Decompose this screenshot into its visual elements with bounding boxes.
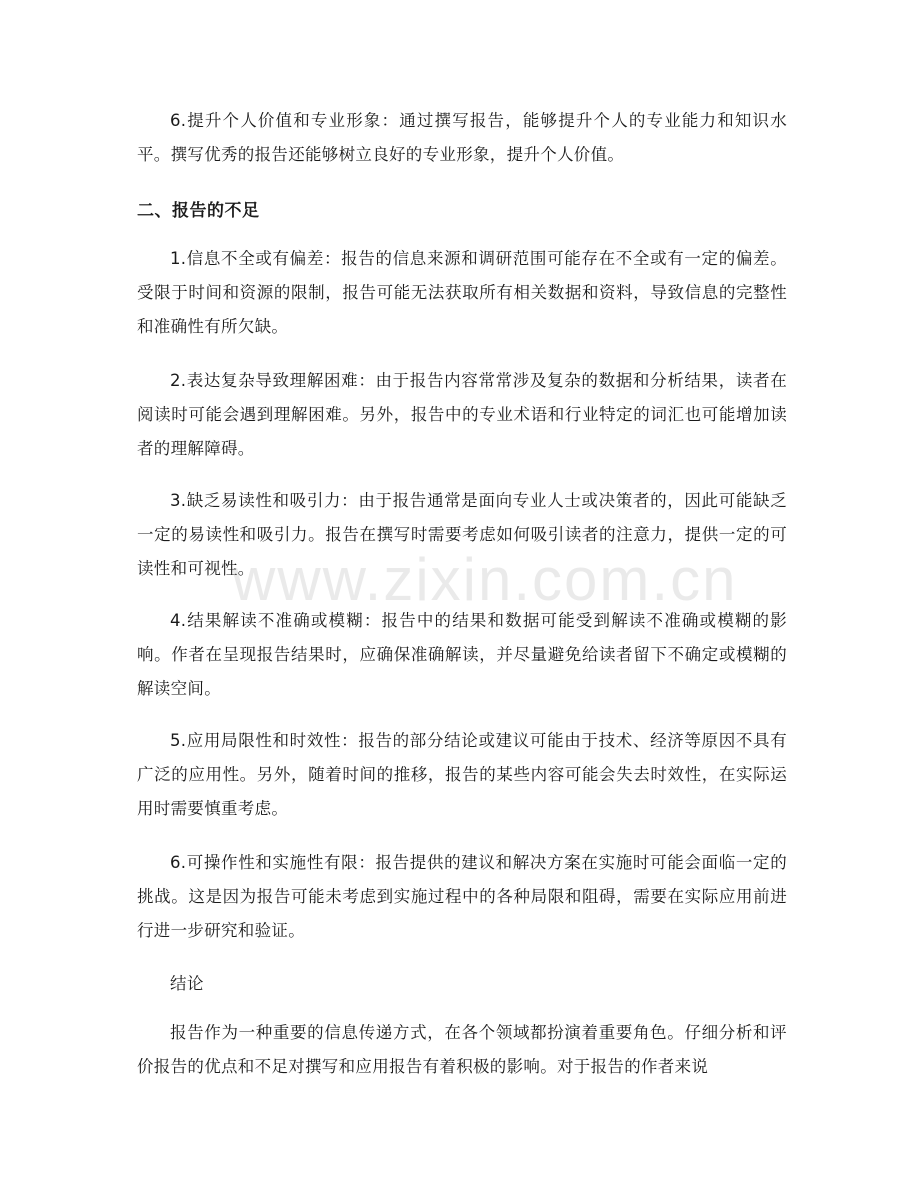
paragraph-shortcoming-2: 2.表达复杂导致理解困难：由于报告内容常常涉及复杂的数据和分析结果，读者在阅读时可能会遇到理解困难。另外，报告中的专业术语和行业特定的词汇也可能增加读者的理解障碍。 — [137, 371, 787, 458]
paragraph-shortcoming-4: 4.结果解读不准确或模糊：报告中的结果和数据可能受到解读不准确或模糊的影响。作者在呈现报告结果时，应确保准确解读，并尽量避免给读者留下不确定或模糊的解读空间。 — [137, 611, 787, 698]
paragraph-shortcoming-5: 5.应用局限性和时效性：报告的部分结论或建议可能由于技术、经济等原因不具有广泛的应用性。另外，随着时间的推移，报告的某些内容可能会失去时效性，在实际运用时需要慎重考虑。 — [137, 731, 787, 818]
paragraph-shortcoming-6: 6.可操作性和实施性有限：报告提供的建议和解决方案在实施时可能会面临一定的挑战。这是因为报告可能未考虑到实施过程中的各种局限和阻碍，需要在实际应用前进行进一步研究和验证。 — [137, 853, 787, 940]
paragraph-advantage-6: 6.提升个人价值和专业形象：通过撰写报告，能够提升个人的专业能力和知识水平。撰写优秀的报告还能够树立良好的专业形象，提升个人价值。 — [137, 111, 787, 164]
paragraph-shortcoming-3: 3.缺乏易读性和吸引力：由于报告通常是面向专业人士或决策者的，因此可能缺乏一定的易读性和吸引力。报告在撰写时需要考虑如何吸引读者的注意力，提供一定的可读性和可视性。 — [137, 491, 787, 578]
watermark-text: www.zixin.com.cn — [232, 546, 738, 613]
paragraph-conclusion: 报告作为一种重要的信息传递方式，在各个领域都扮演着重要角色。仔细分析和评价报告的优点和不足对撰写和应用报告有着积极的影响。对于报告的作者来说 — [137, 1023, 787, 1076]
paragraph-shortcoming-1: 1.信息不全或有偏差：报告的信息来源和调研范围可能存在不全或有一定的偏差。受限于时间和资源的限制，报告可能无法获取所有相关数据和资料，导致信息的完整性和准确性有所欠缺。 — [137, 249, 787, 336]
section-heading-shortcomings: 二、报告的不足 — [137, 201, 260, 221]
conclusion-heading: 结论 — [170, 974, 204, 993]
